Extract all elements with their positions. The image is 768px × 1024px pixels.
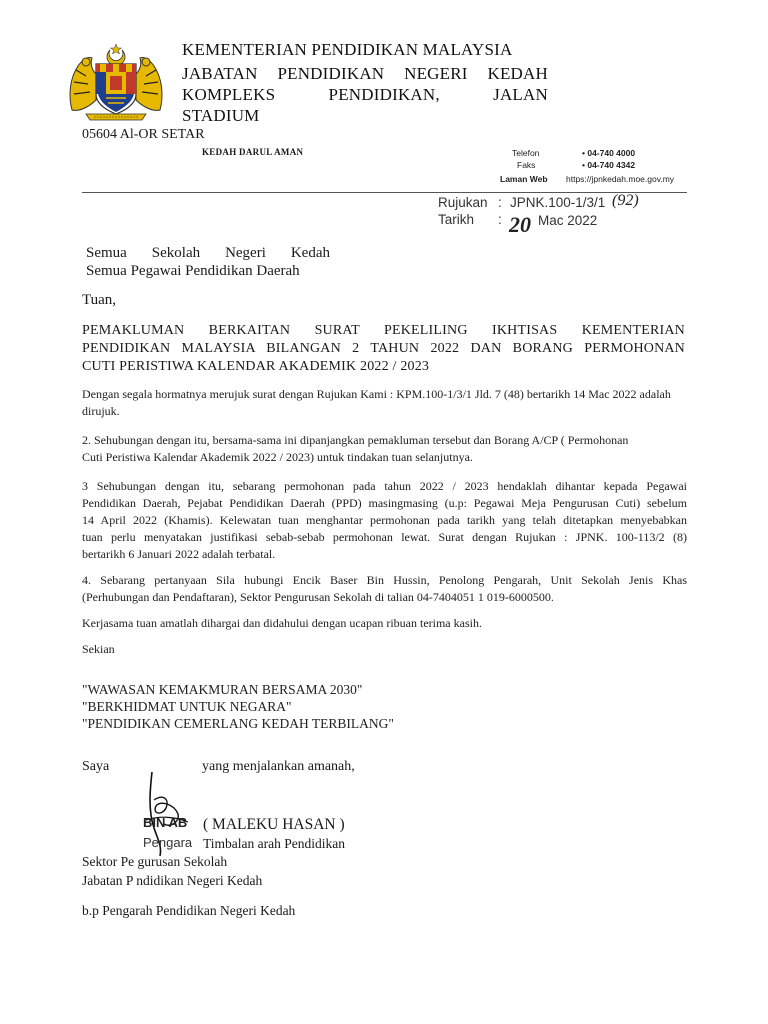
paragraph-line: (Perhubungan dan Pendaftaran), Sektor Pengurusan Sekolah di talian 04-7404051 1 019-6000500. bbox=[82, 590, 554, 604]
signatory-title-1: Timbalan arah Pendidikan bbox=[203, 836, 345, 851]
sign-off-saya: Saya bbox=[82, 759, 110, 774]
department-word: JABATAN bbox=[182, 64, 258, 83]
fax-value: • 04-740 4342 bbox=[582, 160, 636, 170]
address-word: JALAN bbox=[493, 85, 548, 104]
website-label: Laman Web bbox=[500, 174, 548, 184]
paragraph-line: 4. Sebarang pertanyaan Sila hubungi Encik Baser Bin Hussin, Penolong Pengarah, Unit Sekolah Jenis Khas bbox=[82, 573, 687, 587]
paragraph-line: tuan perlu menyatakan justifikasi sebab-sebab permohonan lewat. Surat dengan Rujukan : JPNK. 100-113/2 (8) bbox=[82, 530, 687, 544]
closing-sekian: Sekian bbox=[82, 642, 115, 656]
letter-title-line-3: CUTI PERISTIWA KALENDAR AKADEMIK 2022 / 2023 bbox=[82, 359, 430, 374]
address-line-1 bbox=[182, 85, 548, 105]
department-word: NEGERI bbox=[404, 64, 468, 83]
reference-colon: : bbox=[498, 195, 502, 210]
paragraph-line: Pendidikan Daerah, Pejabat Pendidikan Daerah (PPD) masingmasing (u.p: Pegawai Meja Pengurusan Cuti) sebelum bbox=[82, 496, 687, 510]
paragraph-line: Dengan segala hormatnya merujuk surat dengan Rujukan Kami : KPM.100-1/3/1 Jld. 7 (48) bertarikh 14 Mac 2022 adalah bbox=[82, 387, 671, 401]
reference-label: Rujukan bbox=[438, 195, 488, 210]
date-value: Mac 2022 bbox=[538, 213, 598, 228]
recipient-word: Negeri bbox=[225, 245, 266, 261]
paragraph-line: 3 Sehubungan dengan itu, sebarang permohonan pada tahun 2022 / 2023 hendaklah dihantar kepada Pegawai bbox=[82, 479, 687, 493]
on-behalf-line: b.p Pengarah Pendidikan Negeri Kedah bbox=[82, 903, 296, 918]
state-name: KEDAH DARUL AMAN bbox=[202, 147, 304, 157]
recipient-word: Kedah bbox=[290, 245, 330, 261]
department-word: PENDIDIKAN bbox=[277, 64, 385, 83]
letter-title-line-2: PENDIDIKAN MALAYSIA BILANGAN 2 TAHUN 2022 DAN BORANG PERMOHONAN bbox=[82, 341, 685, 356]
paragraph-3 bbox=[82, 478, 687, 563]
address-line-2: STADIUM bbox=[182, 106, 260, 125]
signatory-title-3: Jabatan P ndidikan Negeri Kedah bbox=[82, 873, 263, 888]
reference-value: JPNK.100-1/3/1 bbox=[510, 195, 606, 210]
paragraph-4 bbox=[82, 572, 687, 606]
ministry-name: KEMENTERIAN PENDIDIKAN MALAYSIA bbox=[182, 40, 513, 59]
department-word: KEDAH bbox=[487, 64, 548, 83]
department-name bbox=[182, 64, 548, 84]
paragraph-2 bbox=[82, 432, 687, 466]
stamp-text-2: Pengara bbox=[143, 835, 193, 850]
website-link[interactable]: https://jpnkedah.moe.gov.my bbox=[566, 174, 675, 184]
paragraph-line: bertarikh 6 Januari 2022 adalah terbatal. bbox=[82, 547, 276, 561]
address-word: PENDIDIKAN, bbox=[328, 85, 440, 104]
address-word: KOMPLEKS bbox=[182, 85, 276, 104]
telephone-label: Telefon bbox=[512, 148, 540, 158]
signatory-title-2: Sektor Pe gurusan Sekolah bbox=[82, 854, 228, 869]
malaysia-coat-of-arms-icon bbox=[66, 40, 166, 122]
date-handwritten-day: 20 bbox=[509, 212, 531, 237]
telephone-value: • 04-740 4000 bbox=[582, 148, 636, 158]
motto-1: "WAWASAN KEMAKMURAN BERSAMA 2030" bbox=[82, 682, 363, 697]
reference-handwritten-number: (92) bbox=[612, 192, 639, 209]
paragraph-line: 14 April 2022 (Khamis). Kelewatan tuan menghantar permohonan pada tarikh yang telah ditetapkan menyebabkan bbox=[82, 513, 687, 527]
paragraph-line: Cuti Peristiwa Kalendar Akademik 2022 / 2023) untuk tindakan tuan selanjutnya. bbox=[82, 450, 473, 464]
letter-title-line-1: PEMAKLUMAN BERKAITAN SURAT PEKELILING IKHTISAS KEMENTERIAN bbox=[82, 323, 685, 338]
date-colon: : bbox=[498, 212, 502, 227]
motto-3: "PENDIDIKAN CEMERLANG KEDAH TERBILANG" bbox=[82, 716, 394, 731]
recipient-line-2: Semua Pegawai Pendidikan Daerah bbox=[86, 263, 300, 279]
postcode-line: 05604 Al-OR SETAR bbox=[82, 127, 205, 142]
motto-2: "BERKHIDMAT UNTUK NEGARA" bbox=[82, 699, 292, 714]
paragraph-line: dirujuk. bbox=[82, 404, 120, 418]
salutation: Tuan, bbox=[82, 292, 117, 308]
recipient-line-1 bbox=[86, 245, 330, 262]
paragraph-1 bbox=[82, 386, 687, 420]
stamp-text-1: BIN AB bbox=[143, 815, 188, 830]
header-divider bbox=[82, 192, 687, 193]
sign-off-amanah: yang menjalankan amanah, bbox=[202, 759, 355, 774]
recipient-word: Sekolah bbox=[151, 245, 201, 261]
fax-label: Faks bbox=[517, 160, 536, 170]
paragraph-5: Kerjasama tuan amatlah dihargai dan didahului dengan ucapan ribuan terima kasih. bbox=[82, 616, 482, 630]
date-label: Tarikh bbox=[438, 212, 475, 227]
paragraph-line: 2. Sehubungan dengan itu, bersama-sama ini dipanjangkan pemakluman tersebut dan Borang A/CP ( Permohonan bbox=[82, 433, 629, 447]
recipient-word: Semua bbox=[86, 245, 127, 261]
signatory-name: ( MALEKU HASAN ) bbox=[203, 816, 345, 833]
